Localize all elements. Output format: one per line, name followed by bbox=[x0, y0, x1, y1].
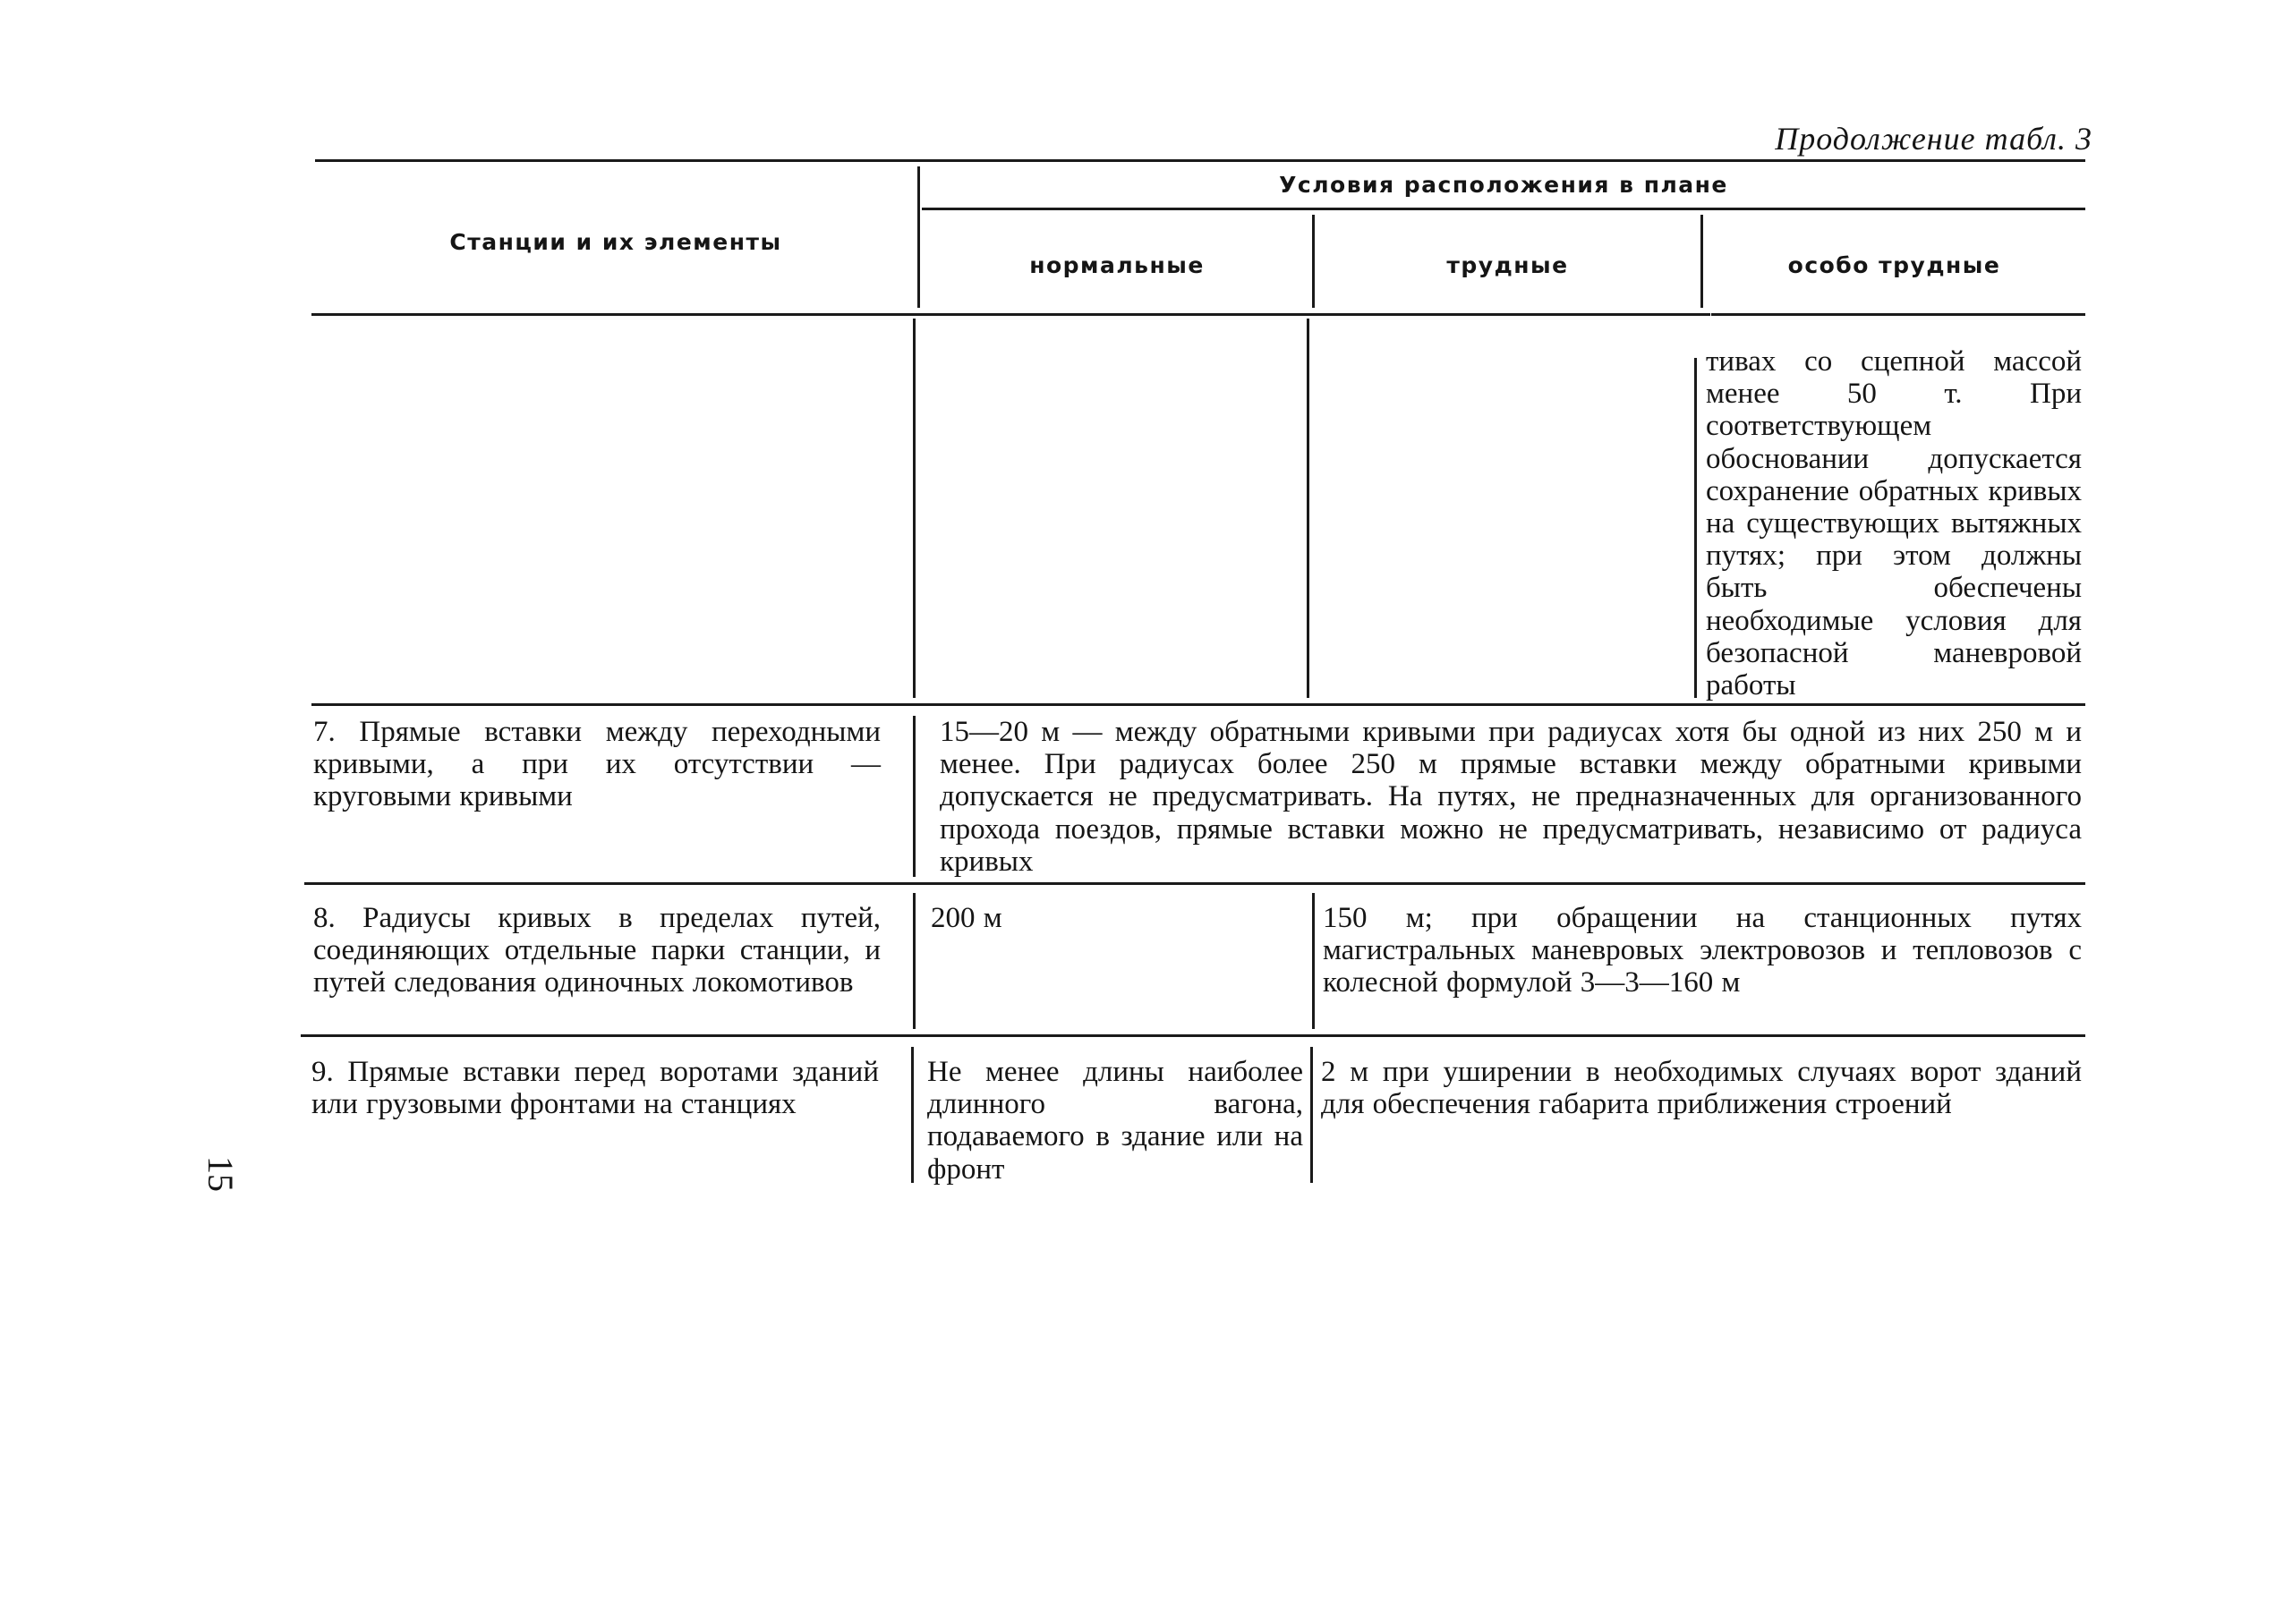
header-bottom-rule bbox=[311, 313, 1710, 316]
row8-normal: 200 м bbox=[931, 902, 1002, 934]
table-top-rule bbox=[315, 159, 2085, 162]
row9-divider-b bbox=[1310, 1047, 1313, 1183]
row1-divider-b bbox=[1307, 319, 1309, 698]
row9-difficult: 2 м при уширении в необходимых случаях ворот зданий для обеспечения габарита приближения строений bbox=[1321, 1056, 2082, 1121]
row1-bottom-rule bbox=[311, 703, 2085, 706]
row8-name: 8. Радиусы кривых в пределах путей, соединяющих отдельные парки станции, и путей следования одиночных локомотивов bbox=[313, 902, 881, 999]
table-caption: Продолжение табл. 3 bbox=[1775, 121, 2092, 157]
header-normal: нормальные bbox=[1029, 252, 1205, 278]
header-bottom-rule-right bbox=[1711, 313, 2085, 316]
row9-divider-a bbox=[911, 1047, 914, 1183]
row1-divider-a bbox=[913, 319, 916, 698]
header-placement-conditions: Условия расположения в плане bbox=[1279, 172, 1728, 198]
header-very-difficult: особо трудные bbox=[1787, 252, 2001, 278]
row7-divider bbox=[913, 716, 916, 877]
row7-name: 7. Прямые вставки между переходными кривыми, а при их отсутствии — круговыми кривыми bbox=[313, 716, 881, 813]
row9-name: 9. Прямые вставки перед воротами зданий или грузовыми фронтами на станциях bbox=[311, 1056, 879, 1121]
header-stations: Станции и их элементы bbox=[449, 229, 782, 255]
row9-normal: Не менее длины наиболее длинного вагона, подаваемого в здание или на фронт bbox=[927, 1056, 1303, 1186]
row8-divider-b bbox=[1312, 893, 1315, 1029]
row1-very-difficult: тивах со сцепной массой менее 50 т. При соответствующем обосновании допускается сохранение обратных кривых на существующих вытяжных путях; при этом должны быть обеспечены необходимые условия для безопасной маневровой работы bbox=[1706, 345, 2082, 702]
page-number: 15 bbox=[200, 1156, 241, 1192]
row8-divider-a bbox=[913, 893, 916, 1029]
row8-difficult: 150 м; при обращении на станционных путях магистральных маневровых электровозов и тепловозов с колесной формулой 3—3—160 м bbox=[1323, 902, 2082, 999]
header-difficult: трудные bbox=[1446, 252, 1569, 278]
row7-bottom-rule bbox=[304, 882, 2085, 885]
header-group-rule bbox=[922, 208, 2085, 210]
header-col-divider bbox=[917, 166, 920, 308]
row1-divider-c bbox=[1694, 358, 1697, 698]
row8-bottom-rule bbox=[301, 1034, 2085, 1037]
row7-value: 15—20 м — между обратными кривыми при радиусах хотя бы одной из них 250 м и менее. При радиусах более 250 м прямые вставки между обратными кривыми допускается не предусматривать. На путях, не предназначенных для организованного прохода поездов, прямые вставки можно не предусматривать, независимо от радиуса кривых bbox=[940, 716, 2082, 878]
